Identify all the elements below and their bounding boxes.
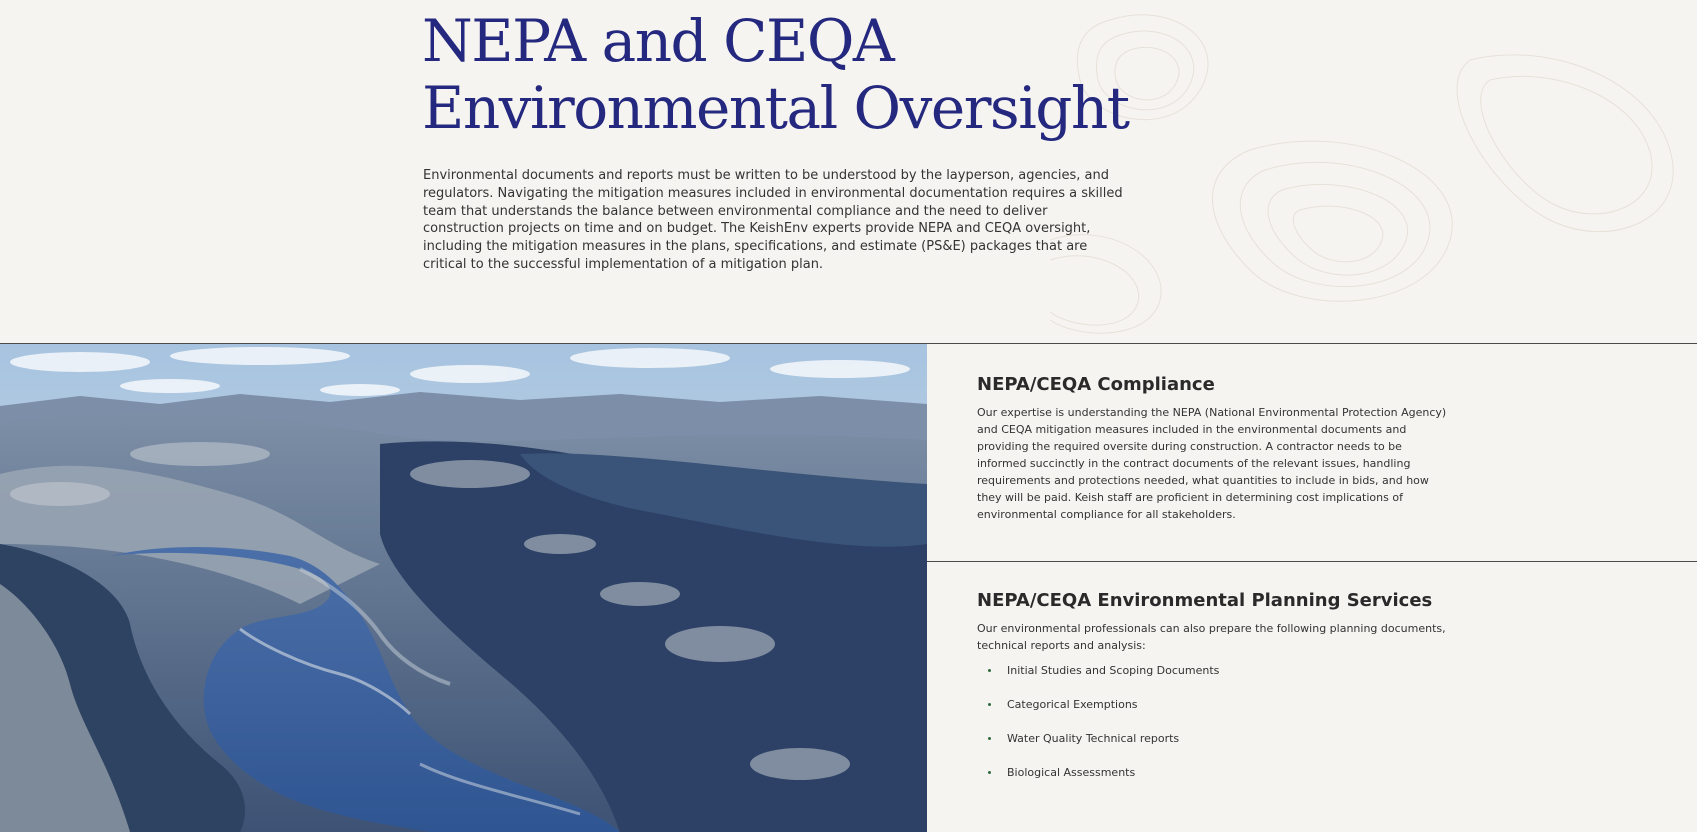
page-title-line-2: Environmental Oversight [422, 74, 1129, 142]
planning-intro: Our environmental professionals can also prepare the following planning documents, technical reports and analysis: [977, 622, 1446, 652]
compliance-section [977, 373, 1447, 523]
list-item: Water Quality Technical reports [977, 730, 1447, 764]
compliance-heading: NEPA/CEQA Compliance [977, 374, 1215, 395]
topographic-pattern [1050, 0, 1697, 340]
page-title-line-1: NEPA and CEQA [422, 7, 894, 75]
planning-services-list [977, 662, 1447, 798]
list-item: Initial Studies and Scoping Documents [977, 662, 1447, 696]
planning-heading: NEPA/CEQA Environmental Planning Services [977, 590, 1433, 611]
section-divider-right [927, 561, 1697, 562]
compliance-body: Our expertise is understanding the NEPA (National Environmental Protection Agency) and CEQA mitigation measures included in the environmental documents and providing the required oversite during construction. A contractor needs to be informed succinctly in the contract documents of the relevant issues, handling requirements and protections needed, what quantities to include in bids, and how they will be paid. Keish staff are proficient in determining cost implications of environmental compliance for all stakeholders. [977, 406, 1447, 521]
intro-paragraph: Environmental documents and reports must be written to be understood by the layperson, agencies, and regulators. Navigating the mitigation measures included in environmental documentation requires a skilled team that understands the balance between environmental compliance and the need to deliver construction projects on time and on budget. The KeishEnv experts provide NEPA and CEQA oversight, including the mitigation measures in the plans, specifications, and estimate (PS&E) packages that are critical to the successful implementation of a mitigation plan. [423, 168, 1123, 272]
sierra-lake-photo [0, 344, 927, 832]
list-item: Biological Assessments [977, 764, 1447, 798]
page-title [422, 8, 1129, 142]
planning-services-section [977, 589, 1447, 798]
list-item: Categorical Exemptions [977, 696, 1447, 730]
